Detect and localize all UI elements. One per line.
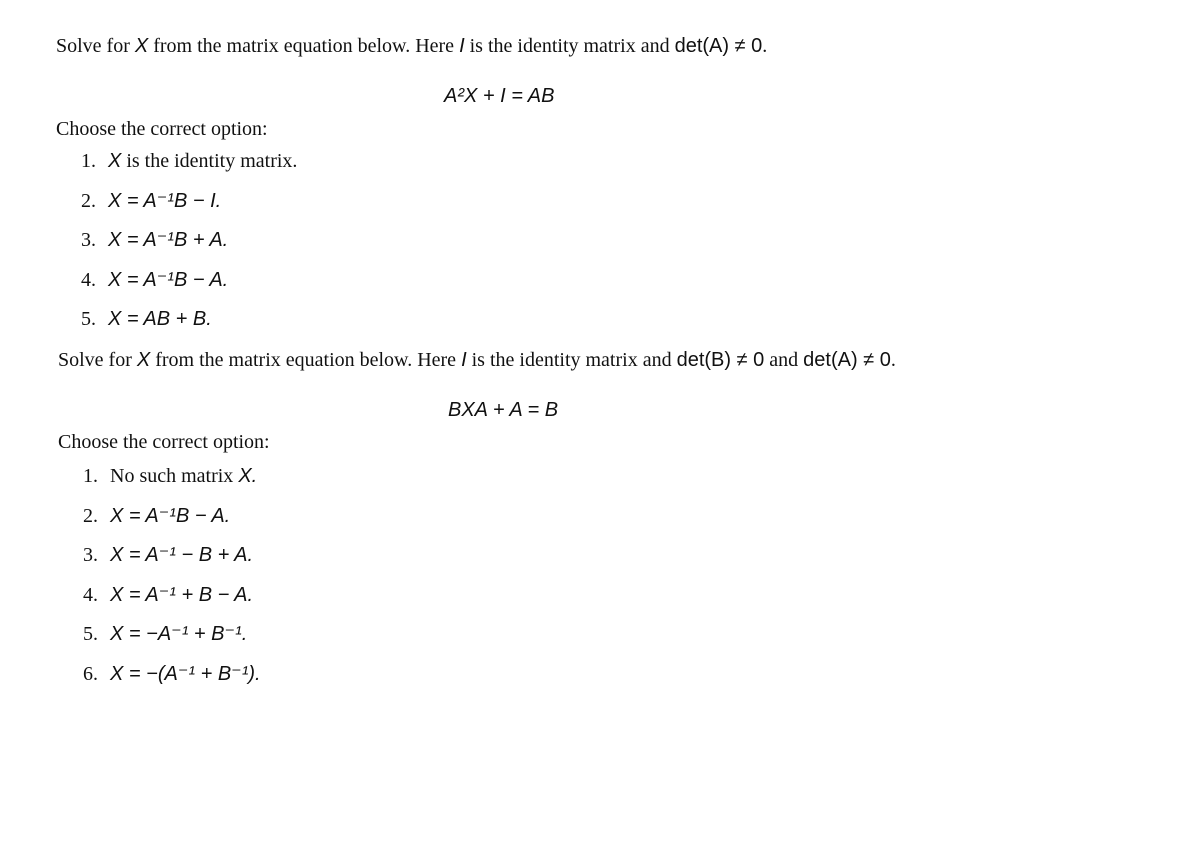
option-math: X = −A⁻¹ + B⁻¹. (110, 623, 248, 645)
option-number: 5. (83, 623, 98, 645)
option-item[interactable] (83, 620, 261, 660)
option-number: 5. (81, 308, 96, 330)
option-item[interactable] (81, 266, 297, 306)
option-item[interactable] (83, 660, 261, 700)
option-number: 4. (83, 583, 98, 606)
problem-1 (56, 32, 768, 330)
option-item[interactable] (81, 187, 297, 227)
option-item[interactable] (83, 581, 261, 621)
problem-2 (58, 346, 896, 685)
prompt-text: . (762, 35, 768, 57)
option-number: 3. (81, 229, 96, 251)
option-number: 2. (81, 189, 96, 212)
options-list (81, 147, 297, 345)
options-list (83, 462, 261, 699)
option-math: X (108, 150, 122, 172)
matrix-equation: A²X + I = AB (444, 85, 555, 107)
determinant-condition: det(A) ≠ 0 (803, 349, 891, 371)
option-number: 4. (81, 268, 96, 291)
prompt-text: from the matrix equation below. Here (148, 35, 460, 57)
determinant-condition: det(A) ≠ 0 (674, 35, 763, 57)
option-math: X = A⁻¹B − A. (110, 504, 231, 527)
problem-prompt (58, 346, 896, 374)
option-number: 2. (83, 504, 98, 527)
option-item[interactable] (83, 541, 261, 581)
option-item[interactable] (81, 147, 297, 187)
prompt-text: is the identity matrix and (466, 349, 677, 371)
option-item[interactable] (81, 305, 297, 345)
prompt-text: Solve for (56, 35, 135, 57)
choose-label: Choose the correct option: (58, 431, 270, 453)
option-math: X = A⁻¹B + A. (108, 229, 229, 251)
option-item[interactable] (83, 502, 261, 542)
option-text: No such matrix (110, 465, 239, 487)
option-math: X = A⁻¹ − B + A. (110, 544, 254, 566)
variable-x: X (134, 35, 149, 57)
prompt-text: and (764, 349, 804, 371)
option-math: X = A⁻¹ + B − A. (110, 583, 254, 606)
option-number: 1. (83, 465, 98, 487)
option-math: X = A⁻¹B − A. (108, 268, 229, 291)
option-number: 1. (81, 150, 96, 172)
prompt-text: is the identity matrix and (464, 35, 675, 57)
choose-label: Choose the correct option: (56, 118, 268, 140)
option-math: X = −(A⁻¹ + B⁻¹). (110, 662, 261, 685)
matrix-equation: BXA + A = B (448, 399, 559, 421)
option-number: 3. (83, 544, 98, 566)
determinant-condition: det(B) ≠ 0 (676, 349, 765, 371)
option-math: X = A⁻¹B − I. (108, 189, 222, 212)
variable-x: X (136, 349, 151, 371)
option-item[interactable] (83, 462, 261, 502)
identity-symbol: I (459, 35, 465, 57)
problem-prompt (56, 32, 767, 60)
option-math: X. (238, 465, 258, 487)
identity-symbol: I (461, 349, 467, 371)
option-math: X = AB + B. (108, 308, 212, 330)
option-text: is the identity matrix. (121, 150, 298, 172)
option-number: 6. (83, 662, 98, 685)
option-item[interactable] (81, 226, 297, 266)
prompt-text: from the matrix equation below. Here (150, 349, 462, 371)
prompt-text: Solve for (58, 349, 137, 371)
prompt-text: . (890, 349, 896, 371)
